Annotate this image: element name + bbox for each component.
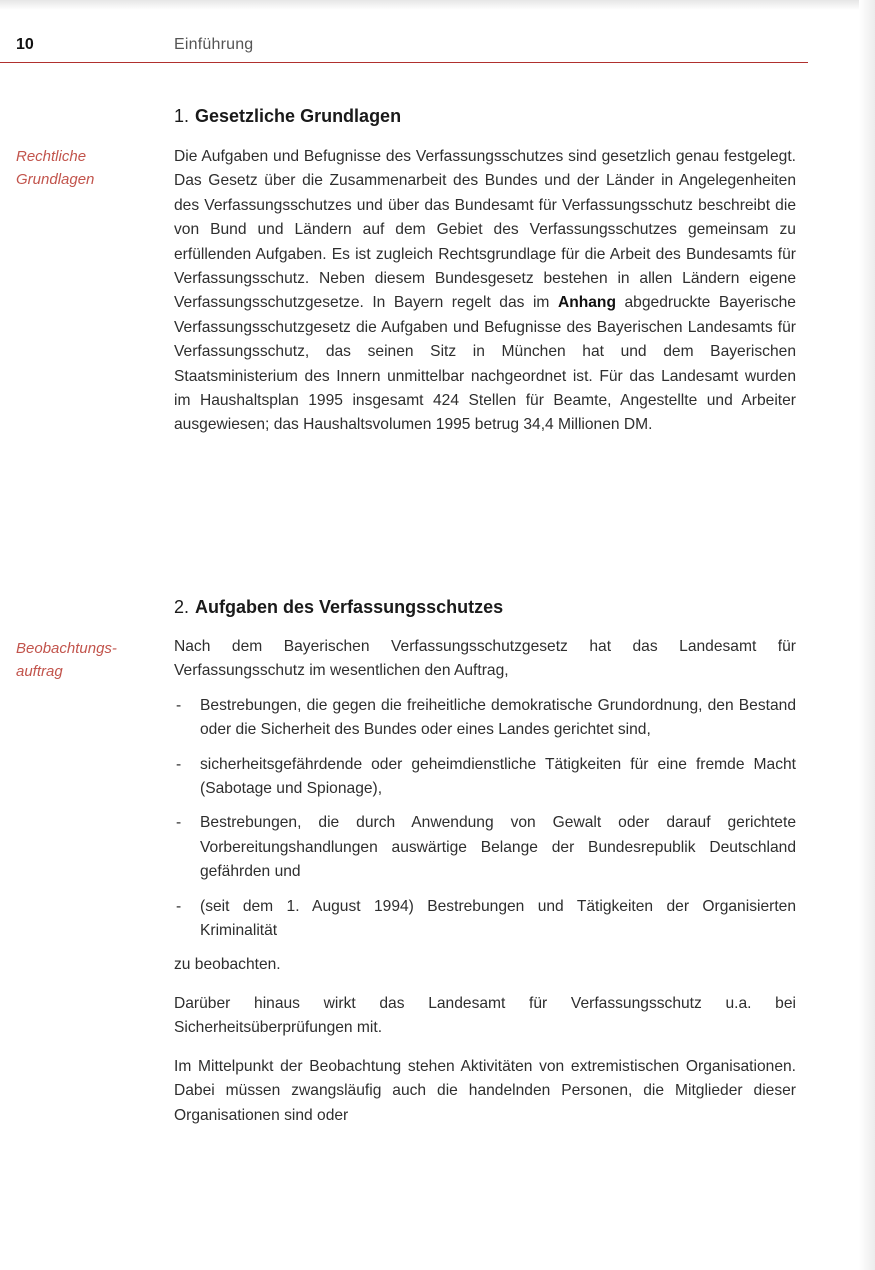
- margin-note-beobachtungsauftrag: [16, 637, 156, 683]
- section-aufgaben: [174, 595, 796, 1128]
- section-heading: [174, 595, 796, 619]
- list-item: [174, 811, 796, 884]
- paragraph-mittelpunkt: Im Mittelpunkt der Beobachtung stehen Aktivitäten von extremistischen Organisationen. Dabei müssen zwangsläufig auch die handelnden Personen, die Mitglieder dieser Organisationen sind oder: [174, 1057, 796, 1124]
- list-bullet: -: [176, 897, 182, 915]
- section-title: Gesetzliche Grundlagen: [195, 106, 402, 126]
- paragraph-text: Die Aufgaben und Befugnisse des Verfassungsschutzes sind gesetzlich genau festgelegt. Das Gesetz über die Zusammenarbeit des Bundes und der Länder in Angelegenheiten des Verfassungsschutzes und über das Bundesamt für Verfassungsschutz beschreibt die von Bund und Ländern auf dem Gebiet des Verfassungsschutzes gemeinsam zu erfüllenden Aufgaben. Es ist zugleich Rechtsgrundlage für die Arbeit des Bundesamts für Verfassungsschutz. Neben diesem Bundesgesetz bestehen in allen Ländern eigene Verfassungsschutzgesetze. In Bayern regelt das im: [174, 148, 796, 312]
- running-header: [16, 36, 806, 62]
- page-right-shadow: [859, 0, 875, 1270]
- closing-line: zu beobachten.: [174, 956, 281, 974]
- list-item-text: Bestrebungen, die gegen die freiheitliche demokratische Grundordnung, den Bestand oder die Sicherheit des Bundes oder eines Landes gerichtet sind,: [200, 696, 796, 739]
- list-item: [174, 753, 796, 802]
- task-list: [174, 694, 796, 944]
- section-title: Aufgaben des Verfassungsschutzes: [195, 597, 504, 617]
- page-top-shadow: [0, 0, 875, 10]
- page-number: 10: [16, 36, 34, 53]
- list-item: [174, 895, 796, 944]
- section-heading: [174, 104, 796, 128]
- margin-note-line: Grundlagen: [16, 171, 95, 188]
- margin-note-line: Beobachtungs-: [16, 640, 117, 657]
- margin-note-line: auftrag: [16, 663, 63, 680]
- list-bullet: -: [176, 696, 182, 714]
- section-gesetzliche-grundlagen: [174, 104, 796, 438]
- list-bullet: -: [176, 814, 182, 832]
- paragraph-text: abgedruckte Bayerische Verfassungsschutzgesetz die Aufgaben und Befugnisse des Bayerischen Landesamts für Verfassungsschutz, das seinen Sitz in München hat und dem Bayerischen Staatsministerium des Innern unmittelbar nachgeordnet ist. Für das Landesamt wurden im Haushaltsplan 1995 insgesamt 424 Stellen für Beamte, Angestellte und Arbeiter ausgewiesen; das Haushaltsvolumen 1995 betrug 34,4 Millionen DM.: [174, 294, 796, 434]
- section-number: 1.: [174, 106, 190, 126]
- header-rule: [0, 62, 808, 63]
- margin-note-rechtliche-grundlagen: [16, 145, 156, 191]
- list-bullet: -: [176, 755, 182, 773]
- paragraph-sicherheit: Darüber hinaus wirkt das Landesamt für Verfassungsschutz u.a. bei Sicherheitsüberprüfungen mit.: [174, 994, 796, 1037]
- chapter-title: Einführung: [174, 36, 254, 53]
- list-item: [174, 694, 796, 743]
- list-item-text: Bestrebungen, die durch Anwendung von Gewalt oder darauf gerichtete Vorbereitungshandlungen auswärtige Belange der Bundesrepublik Deutschland gefährden und: [200, 814, 796, 881]
- list-item-text: sicherheitsgefährdende oder geheimdienstliche Tätigkeiten für eine fremde Macht (Sabotage und Spionage),: [200, 755, 796, 798]
- section-paragraph: [174, 145, 796, 438]
- section-number: 2.: [174, 597, 190, 617]
- anhang-emphasis: Anhang: [557, 294, 616, 312]
- intro-paragraph: Nach dem Bayerischen Verfassungsschutzgesetz hat das Landesamt für Verfassungsschutz im wesentlichen den Auftrag,: [174, 638, 796, 680]
- list-item-text: (seit dem 1. August 1994) Bestrebungen und Tätigkeiten der Organisierten Kriminalität: [200, 897, 796, 940]
- margin-note-line: Rechtliche: [16, 148, 87, 165]
